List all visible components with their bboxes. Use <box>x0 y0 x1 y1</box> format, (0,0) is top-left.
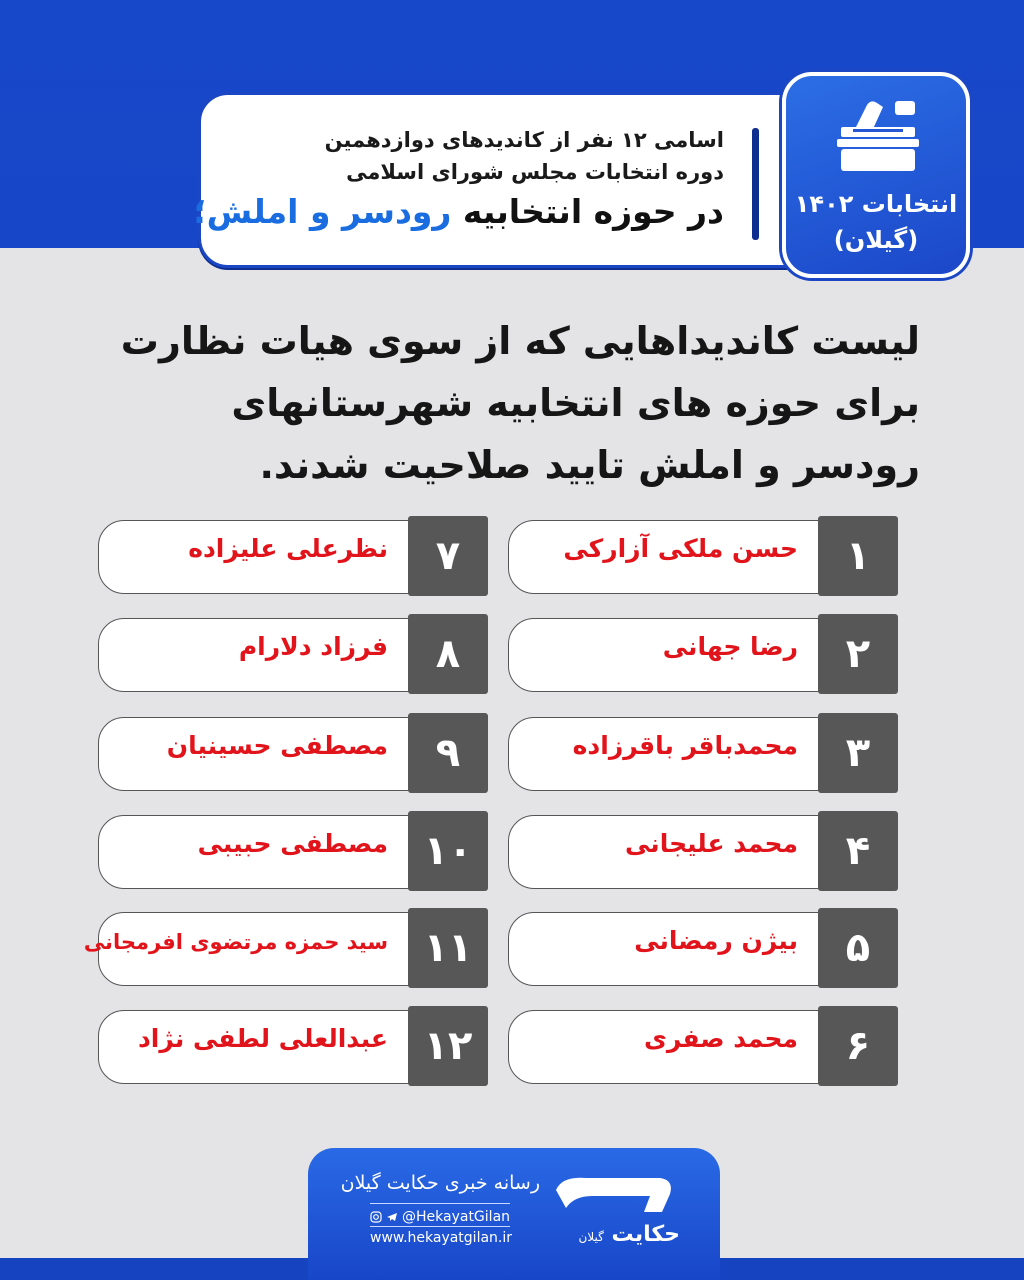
candidate-name: رضا جهانی <box>662 632 798 661</box>
candidate-name: حسن ملکی آزارکی <box>563 534 798 563</box>
badge-subtitle: (گیلان) <box>833 226 919 254</box>
logo-text: حکایت <box>611 1222 680 1247</box>
candidate-number: ۵ <box>818 908 898 988</box>
footer-divider <box>370 1203 510 1204</box>
candidate-row <box>98 516 488 596</box>
intro-paragraph: لیست کاندیداهایی که از سوی هیات نظارت برای حوزه های انتخابیه شهرستانهای رودسر و املش تایید صلاحیت شدند. <box>120 319 920 487</box>
candidate-number: ۱۲ <box>408 1006 488 1086</box>
candidate-number: ۷ <box>408 516 488 596</box>
candidate-name: سید حمزه مرتضوی افرمجانی <box>83 930 388 954</box>
logo-wordmark <box>556 1222 680 1247</box>
footer-divider <box>370 1226 510 1227</box>
candidate-row <box>83 908 488 988</box>
footer-handle-text: @HekayatGilan <box>402 1209 511 1225</box>
header-headline-prefix: در حوزه انتخابیه <box>462 192 724 231</box>
header-line-2: دوره انتخابات مجلس شورای اسلامی <box>346 160 724 184</box>
logo-subtext: گیلان <box>578 1230 604 1244</box>
candidate-number: ۲ <box>818 614 898 694</box>
candidate-number: ۶ <box>818 1006 898 1086</box>
candidate-row <box>98 1006 488 1086</box>
candidate-number: ۹ <box>408 713 488 793</box>
telegram-icon <box>386 1211 398 1223</box>
candidate-row <box>508 516 898 596</box>
candidate-row <box>508 614 898 694</box>
candidate-row <box>98 614 488 694</box>
candidate-name: مصطفی حبیبی <box>197 829 388 858</box>
header-accent-bar <box>752 128 759 240</box>
instagram-icon <box>370 1211 382 1223</box>
candidate-row <box>98 713 488 793</box>
candidate-number: ۳ <box>818 713 898 793</box>
candidate-number: ۱ <box>818 516 898 596</box>
candidate-number: ۱۱ <box>408 908 488 988</box>
candidate-row <box>508 811 898 891</box>
header-headline-highlight: رودسر و املش؛ <box>193 192 452 231</box>
candidate-name: عبدالعلی لطفی نژاد <box>137 1024 388 1053</box>
candidate-row <box>508 713 898 793</box>
candidate-row <box>508 908 898 988</box>
candidate-row <box>508 1006 898 1086</box>
candidate-name: محمد صفری <box>643 1024 798 1053</box>
candidate-name: مصطفی حسینیان <box>166 731 388 760</box>
candidate-name: محمدباقر باقرزاده <box>572 731 798 760</box>
candidate-name: بیژن رمضانی <box>634 926 798 955</box>
footer-website[interactable]: www.hekayatgilan.ir <box>370 1230 513 1246</box>
candidate-name: محمد علیجانی <box>625 829 798 858</box>
candidate-row <box>98 811 488 891</box>
candidate-name: نظرعلی علیزاده <box>188 534 388 563</box>
ballot-box-icon <box>833 95 923 173</box>
candidate-number: ۱۰ <box>408 811 488 891</box>
candidate-name: فرزاد دلارام <box>238 632 388 661</box>
badge-title: انتخابات ۱۴۰۲ <box>794 190 958 218</box>
candidate-number: ۸ <box>408 614 488 694</box>
header-line-1: اسامی ۱۲ نفر از کاندیدهای دوازدهمین <box>324 128 724 152</box>
footer-social-handle[interactable] <box>370 1209 510 1225</box>
footer-title: رسانه خبری حکایت گیلان <box>340 1172 540 1194</box>
header-headline <box>193 192 724 231</box>
candidate-number: ۴ <box>818 811 898 891</box>
